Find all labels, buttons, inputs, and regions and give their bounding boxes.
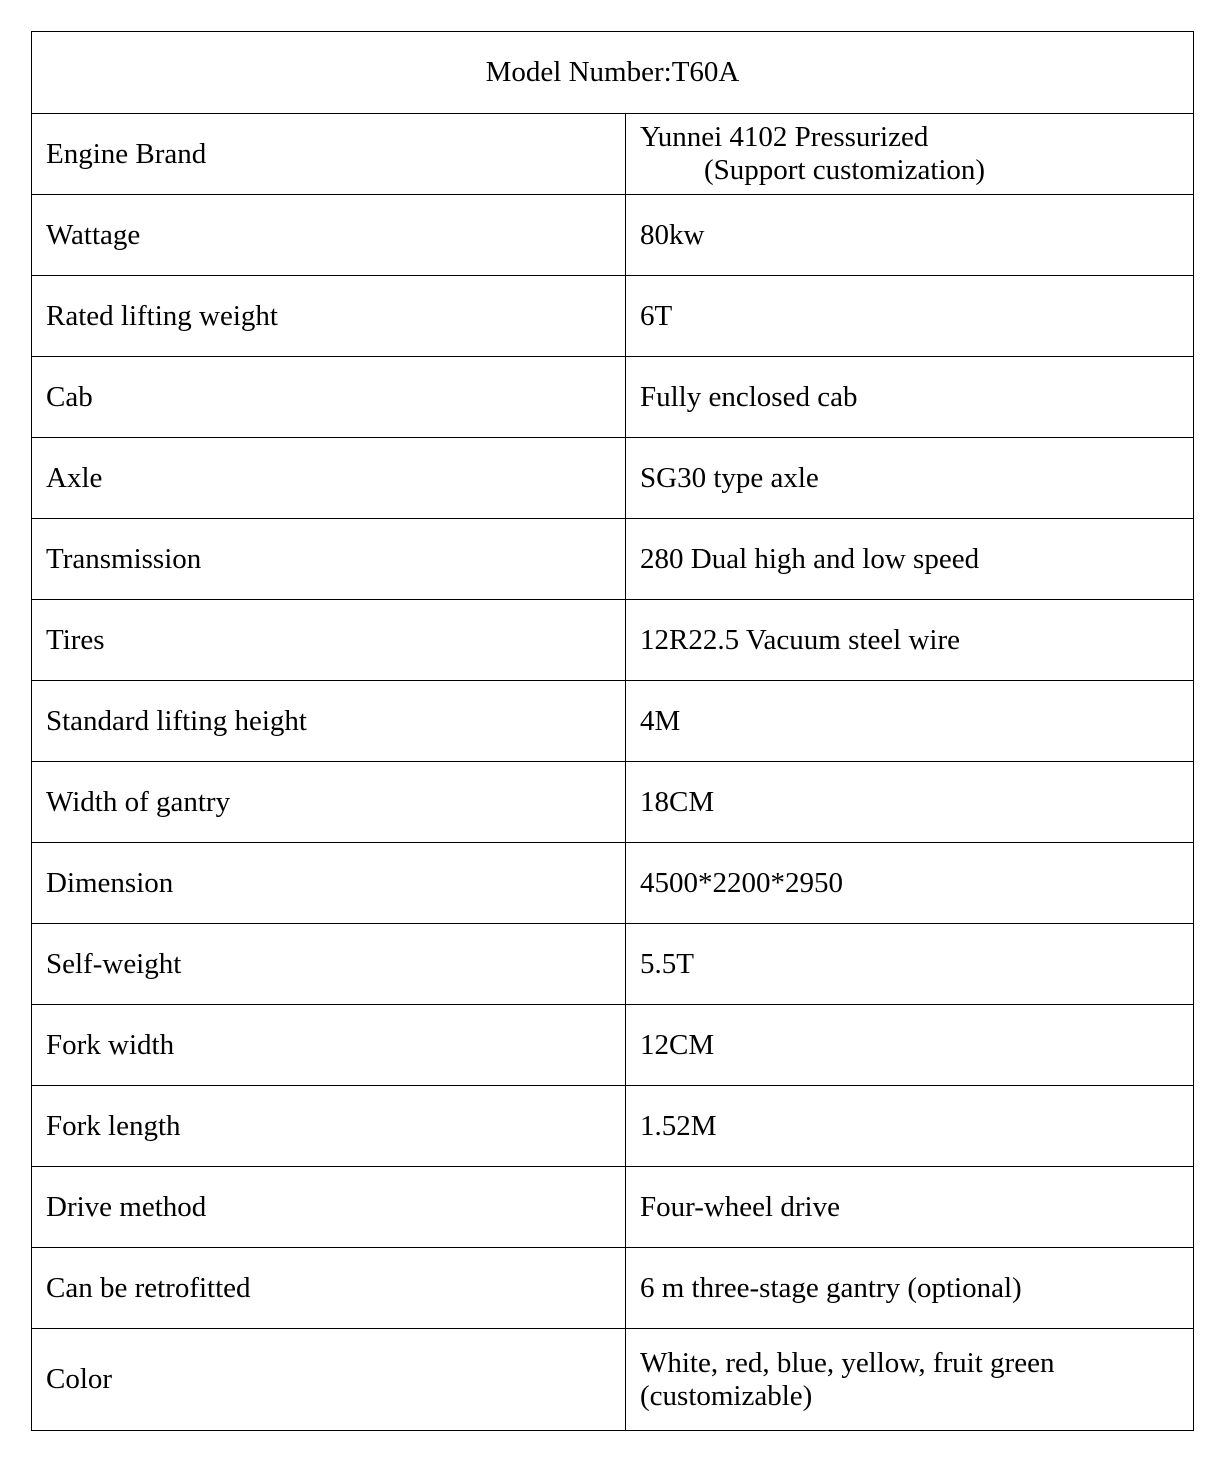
spec-label: Rated lifting weight — [32, 276, 626, 357]
table-row — [32, 357, 1194, 438]
spec-label: Drive method — [32, 1167, 626, 1248]
spec-value-line: (customizable) — [640, 1379, 813, 1412]
spec-label: Standard lifting height — [32, 681, 626, 762]
spec-value-line: White, red, blue, yellow, fruit green — [640, 1346, 1055, 1379]
spec-label: Cab — [32, 357, 626, 438]
table-row — [32, 519, 1194, 600]
spec-value: 80kw — [626, 195, 1194, 276]
spec-label: Transmission — [32, 519, 626, 600]
spec-label: Fork length — [32, 1086, 626, 1167]
table-row — [32, 762, 1194, 843]
spec-value: 6 m three-stage gantry (optional) — [626, 1248, 1194, 1329]
model-number-title: Model Number:T60A — [32, 32, 1194, 114]
spec-label: Width of gantry — [32, 762, 626, 843]
table-row — [32, 681, 1194, 762]
spec-value: 4500*2200*2950 — [626, 843, 1194, 924]
spec-value: 5.5T — [626, 924, 1194, 1005]
spec-value: 1.52M — [626, 1086, 1194, 1167]
spec-label: Self-weight — [32, 924, 626, 1005]
spec-label: Tires — [32, 600, 626, 681]
table-row — [32, 924, 1194, 1005]
spec-label: Axle — [32, 438, 626, 519]
table-row — [32, 1005, 1194, 1086]
spec-value: 6T — [626, 276, 1194, 357]
table-row — [32, 1086, 1194, 1167]
spec-value: 12R22.5 Vacuum steel wire — [626, 600, 1194, 681]
table-row — [32, 195, 1194, 276]
spec-label: Color — [32, 1329, 626, 1431]
spec-value: Fully enclosed cab — [626, 357, 1194, 438]
spec-value — [626, 114, 1194, 195]
table-row — [32, 1248, 1194, 1329]
table-row — [32, 1167, 1194, 1248]
spec-value: 280 Dual high and low speed — [626, 519, 1194, 600]
table-row — [32, 600, 1194, 681]
spec-label: Dimension — [32, 843, 626, 924]
table-row — [32, 843, 1194, 924]
spec-value: 18CM — [626, 762, 1194, 843]
table-row — [32, 276, 1194, 357]
spec-label: Fork width — [32, 1005, 626, 1086]
title-row — [32, 32, 1194, 114]
table-row — [32, 438, 1194, 519]
spec-value-line: (Support customization) — [704, 154, 986, 186]
table-row — [32, 1329, 1194, 1431]
spec-label: Can be retrofitted — [32, 1248, 626, 1329]
spec-label: Wattage — [32, 195, 626, 276]
spec-value: 12CM — [626, 1005, 1194, 1086]
spec-value: 4M — [626, 681, 1194, 762]
spec-value: SG30 type axle — [626, 438, 1194, 519]
table-row — [32, 114, 1194, 195]
spec-value-line: Yunnei 4102 Pressurized — [640, 121, 929, 153]
spec-value: Four-wheel drive — [626, 1167, 1194, 1248]
spec-label: Engine Brand — [32, 114, 626, 195]
spec-value — [626, 1329, 1194, 1431]
spec-table — [31, 31, 1194, 1431]
